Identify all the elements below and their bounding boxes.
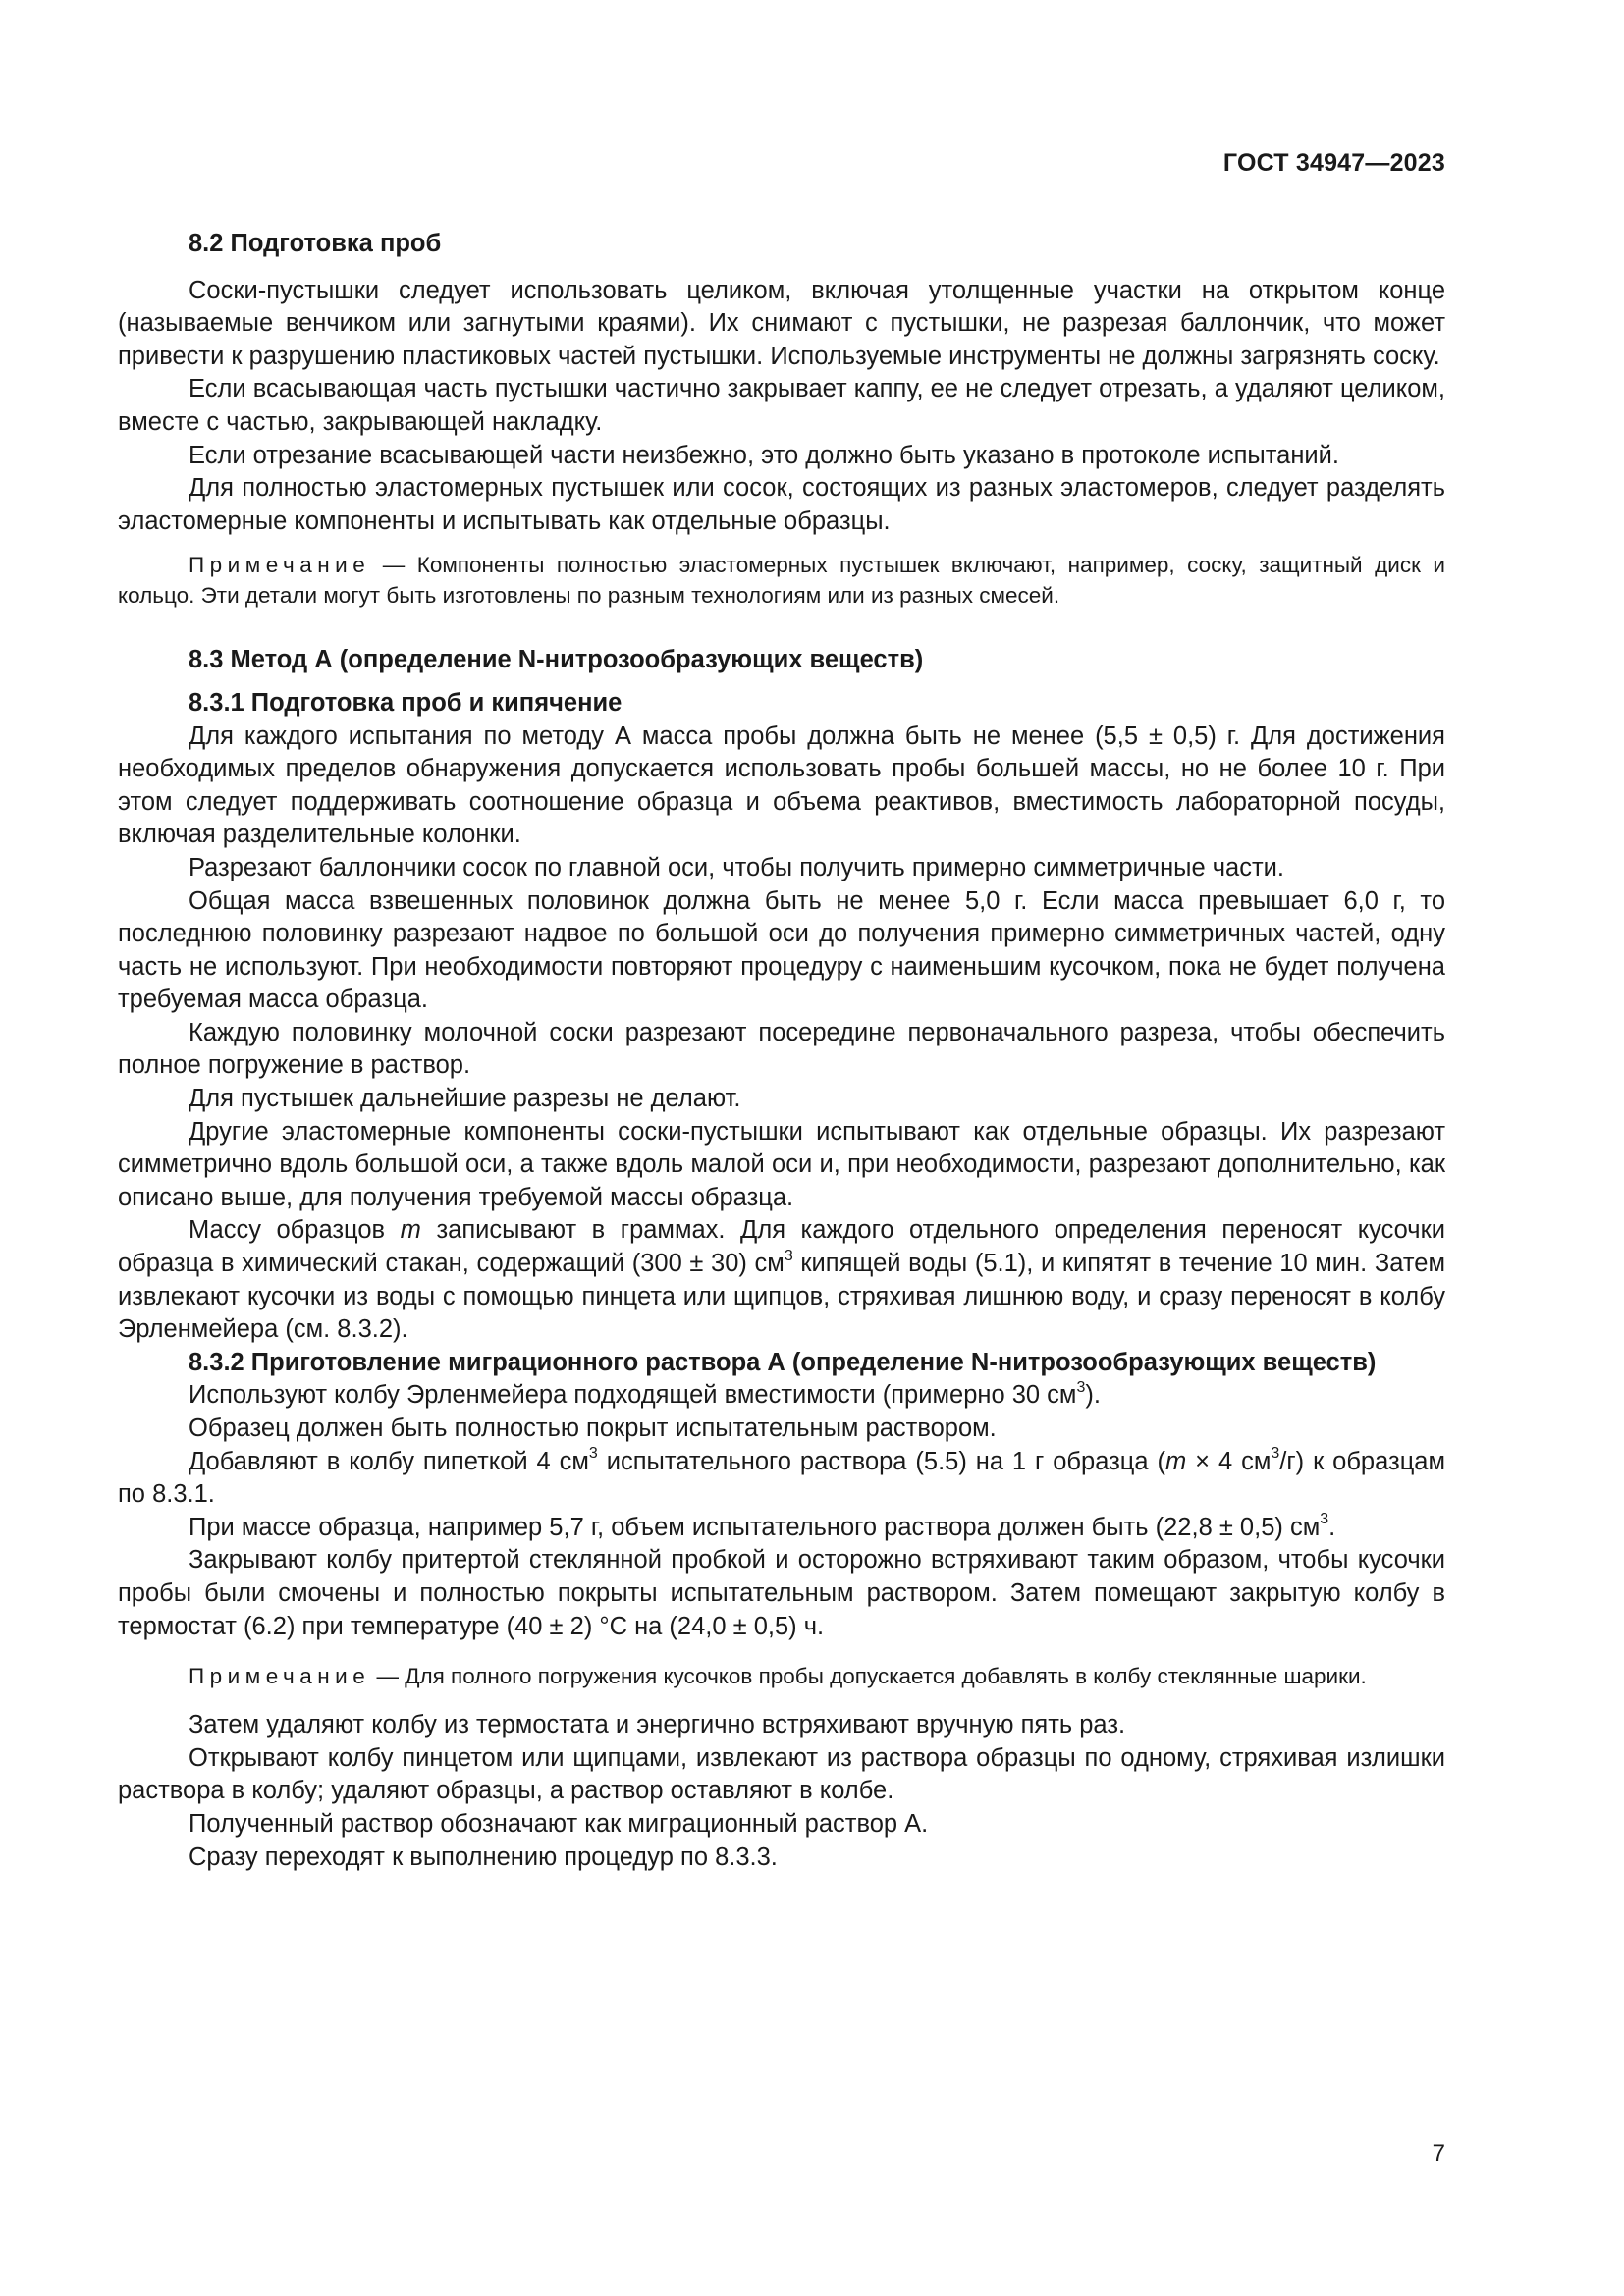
paragraph: Сразу переходят к выполнению процедур по 8.3.3. [189,1842,778,1871]
paragraph: Общая масса взвешенных половинок должна быть не менее 5,0 г. Если масса превышает 6,0 г, то последнюю половинку разрезают надвое по большой оси до получения примерно симметричных частей, одну часть не используют. При необходимости повторяют процедуру с наименьшим кусочком, пока не будет получена требуемая масса образца. [118,886,1445,1014]
note-label: Примечание [189,553,371,578]
paragraph: Если отрезание всасывающей части неизбежно, это должно быть указано в протоколе испытаний. [189,441,1339,469]
note-text: — Компоненты полностью эластомерных пустышек включают, например, соску, защитный диск и кольцо. Эти детали могут быть изготовлены по разным технологиям или из разных смесей. [118,553,1445,609]
variable-m: m [400,1216,421,1245]
paragraph: Открывают колбу пинцетом или щипцами, извлекают из раствора образцы по одному, стряхивая излишки раствора в колбу; удаляют образцы, а раствор оставляют в колбе. [118,1743,1445,1805]
text-fragment: Добавляют в колбу пипеткой 4 см [189,1447,589,1475]
note [118,550,1445,611]
document-header: ГОСТ 34947—2023 [1222,149,1445,177]
paragraph [118,1379,1445,1413]
text-fragment: Используют колбу Эрленмейера подходящей вместимости (примерно 30 см [189,1381,1077,1410]
section-heading-8-3: 8.3 Метод А (определение N-нитрозообразующих веществ) [189,646,924,674]
paragraph [118,1512,1445,1545]
paragraph: Для полностью эластомерных пустышек или сосок, состоящих из разных эластомеров, следует разделять эластомерные компоненты и испытывать как отдельные образцы. [118,474,1445,535]
variable-m: m [1165,1447,1187,1475]
superscript: 3 [588,1445,598,1463]
superscript: 3 [1076,1378,1086,1396]
paragraph: Соски-пустышки следует использовать целиком, включая утолщенные участки на открытом конце (называемые венчиком или загнутыми краями). Их снимают с пустышки, не разрезая баллончик, что может привести к разрушению пластиковых частей пустышки. Используемые инструменты не должны загрязнять соску. [118,276,1445,370]
note-text: — Для полного погружения кусочков пробы допускается добавлять в колбу стеклянные шарики. [370,1664,1367,1689]
text-fragment: . [1328,1513,1336,1541]
text-fragment: ). [1085,1381,1101,1410]
section-heading-8-2: 8.2 Подготовка проб [189,230,442,257]
note-label: Примечание [189,1664,371,1689]
paragraph: Затем удаляют колбу из термостата и энергично встряхивают вручную пять раз. [189,1711,1126,1739]
paragraph [118,1214,1445,1346]
note [118,1661,1445,1691]
superscript: 3 [1271,1445,1280,1463]
paragraph: Для пустышек дальнейшие разрезы не делают. [189,1085,741,1113]
text-fragment: испытательного раствора (5.5) на 1 г образца ( [597,1447,1166,1475]
text-fragment: × 4 см [1186,1447,1272,1475]
text-fragment: /г) к образцам по 8.3.1. [118,1447,1446,1509]
paragraph: Разрезают баллончики сосок по главной оси, чтобы получить примерно симметричные части. [189,853,1284,881]
superscript: 3 [784,1247,793,1264]
page-content [118,228,1445,1874]
paragraph: Если всасывающая часть пустышки частично закрывает каппу, ее не следует отрезать, а удаляют целиком, вместе с частью, закрывающей накладку. [118,375,1445,436]
text-fragment: кипящей воды (5.1), и кипятят в течение 10 мин. Затем извлекают кусочки из воды с помощью пинцета или щипцов, стряхивая лишнюю воду, и сразу переносят в колбу Эрленмейера (см. 8.3.2). [118,1250,1445,1344]
paragraph: Полученный раствор обозначают как миграционный раствор А. [189,1809,929,1838]
subsection-heading-8-3-1: 8.3.1 Подготовка проб и кипячение [189,688,623,717]
text-fragment: записывают в граммах. Для каждого отдельного определения переносят кусочки образца в химический стакан, содержащий (300 ± 30) см [118,1216,1445,1278]
paragraph: Каждую половинку молочной соски разрезают посередине первоначального разреза, чтобы обеспечить полное погружение в раствор. [118,1018,1445,1080]
paragraph: Образец должен быть полностью покрыт испытательным раствором. [189,1415,997,1442]
paragraph: Для каждого испытания по методу А масса пробы должна быть не менее (5,5 ± 0,5) г. Для достижения необходимых пределов обнаружения допускается использовать пробы большей массы, но не более 10 г. При этом следует поддерживать соотношение образца и объема реактивов, вместимость лабораторной посуды, включая разделительные колонки. [118,721,1445,849]
text-fragment: Массу образцов [189,1216,401,1245]
superscript: 3 [1320,1511,1329,1528]
paragraph: Закрывают колбу притертой стеклянной пробкой и осторожно встряхивают таким образом, чтобы кусочки пробы были смочены и полностью покрыты испытательным раствором. Затем помещают закрытую колбу в термостат (6.2) при температуре (40 ± 2) °С на (24,0 ± 0,5) ч. [118,1546,1445,1640]
text-fragment: При массе образца, например 5,7 г, объем испытательного раствора должен быть (22,8 ± 0,5) см [189,1513,1321,1541]
subsection-heading-8-3-2: 8.3.2 Приготовление миграционного раствора А (определение N-нитрозообразующих веществ) [189,1348,1377,1376]
paragraph [118,1446,1445,1512]
page-number: 7 [1432,2140,1445,2166]
paragraph: Другие эластомерные компоненты соски-пустышки испытывают как отдельные образцы. Их разрезают симметрично вдоль большой оси, а также вдоль малой оси и, при необходимости, разрезают дополнительно, как описано выше, для получения требуемой массы образца. [118,1117,1445,1211]
